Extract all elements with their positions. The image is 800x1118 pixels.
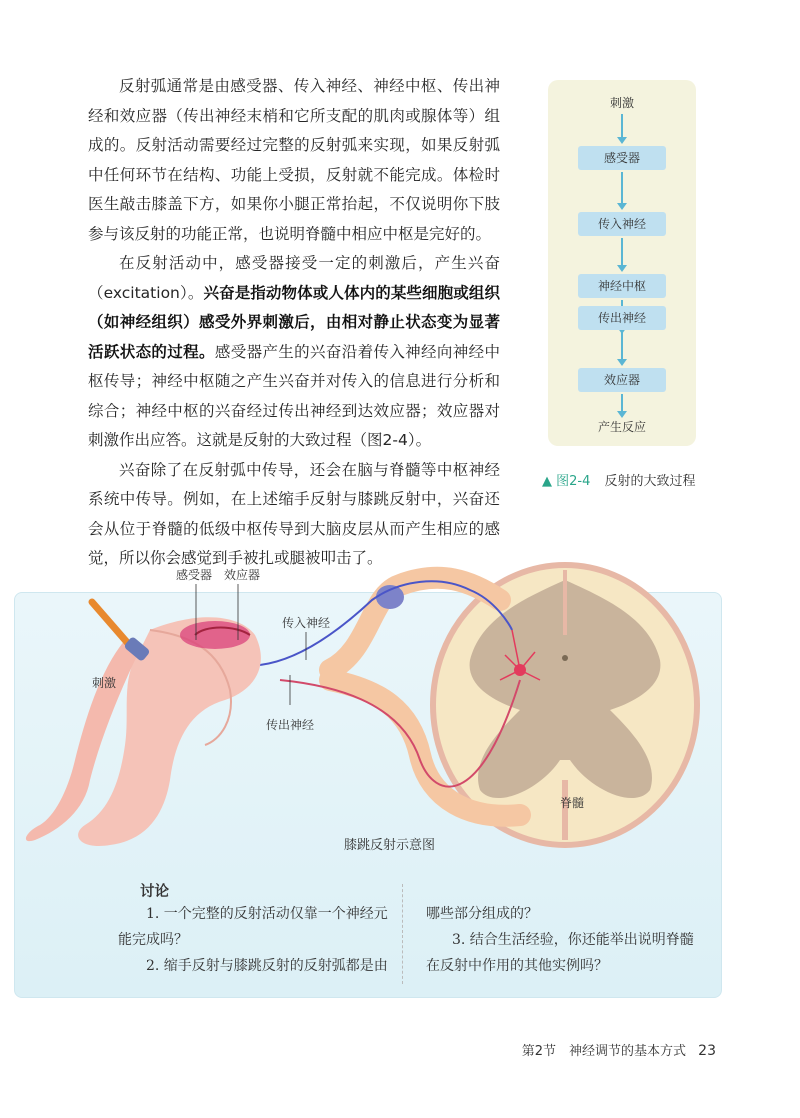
flow-box-receptor: 感受器 bbox=[578, 146, 666, 170]
paragraph-excitation bbox=[88, 249, 500, 456]
excitation-process: 感受器产生的兴奋沿着传入神经向神经中枢传导；神经中枢随之产生兴奋并对传入的信息进行分析和综合；神经中枢的兴奋经过传出神经到达效应器；效应器对刺激作出应答。这就是反射的大致过程（图2-4）。 bbox=[88, 342, 500, 449]
flow-arrow-icon bbox=[621, 172, 623, 204]
flow-arrow-icon bbox=[621, 332, 623, 360]
label-receptor: 感受器 bbox=[176, 568, 213, 582]
figure-caption bbox=[542, 470, 696, 489]
question-1-line1: 1. 一个完整的反射活动仅靠一个神经元 bbox=[146, 906, 388, 922]
caption-triangle-icon: ▲ bbox=[542, 474, 552, 489]
label-afferent: 传入神经 bbox=[282, 616, 331, 630]
page-footer bbox=[522, 1040, 716, 1059]
label-efferent: 传出神经 bbox=[266, 718, 315, 732]
flow-response: 产生反应 bbox=[597, 420, 646, 434]
illustration-title: 膝跳反射示意图 bbox=[344, 838, 436, 853]
excitation-definition: 兴奋是指动物体或人体内的某些细胞或组织（如神经组织）感受外界刺激后，由相对静止状态变为显著活跃状态的过程。 bbox=[88, 283, 500, 361]
caption-number: 图2-4 bbox=[556, 474, 591, 489]
label-spinal-cord: 脊髓 bbox=[560, 796, 585, 810]
flow-arrow-icon bbox=[621, 114, 623, 138]
discussion-title: 讨论 bbox=[140, 884, 169, 900]
page-number: 23 bbox=[698, 1043, 716, 1059]
flow-box-center: 神经中枢 bbox=[578, 274, 666, 298]
flow-box-afferent: 传入神经 bbox=[578, 212, 666, 236]
caption-text: 反射的大致过程 bbox=[604, 474, 696, 489]
flow-box-effector: 效应器 bbox=[578, 368, 666, 392]
reflex-flow-diagram bbox=[548, 80, 696, 446]
flow-arrow-icon bbox=[621, 394, 623, 412]
footer-section: 第2节 神经调节的基本方式 bbox=[521, 1044, 687, 1059]
question-2-line1: 2. 缩手反射与膝跳反射的反射弧都是由 bbox=[146, 958, 388, 974]
question-3-line1: 3. 结合生活经验，你还能举出说明脊髓 bbox=[452, 932, 694, 948]
flow-box-efferent: 传出神经 bbox=[578, 306, 666, 330]
flow-stimulus: 刺激 bbox=[609, 96, 634, 110]
flow-arrow-icon bbox=[621, 238, 623, 266]
paragraph-reflex-arc: 反射弧通常是由感受器、传入神经、神经中枢、传出神经和效应器（传出神经末梢和它所支配的肌肉或腺体等）组成的。反射活动需要经过完整的反射弧来实现，如果反射弧中任何环节在结构、功能上受损，反射就不能完成。体检时医生敲击膝盖下方，如果你小腿正常抬起，不仅说明你下肢参与该反射的功能正常，也说明脊髓中相应中枢是完好的。 bbox=[88, 77, 500, 243]
label-stimulus: 刺激 bbox=[92, 676, 117, 690]
question-1-line2: 能完成吗？ bbox=[118, 932, 188, 948]
question-2-line2: 哪些部分组成的？ bbox=[426, 906, 538, 922]
body-text bbox=[88, 72, 500, 574]
excitation-intro: 在反射活动中，感受器接受一定的刺激后，产生兴奋（excitation）。 bbox=[88, 254, 500, 302]
question-3-line2: 在反射中作用的其他实例吗？ bbox=[426, 958, 608, 974]
column-divider bbox=[402, 884, 403, 984]
knee-jerk-illustration bbox=[0, 540, 740, 870]
label-effector: 效应器 bbox=[224, 568, 261, 582]
paragraph-conduction: 兴奋除了在反射弧中传导，还会在脑与脊髓等中枢神经系统中传导。例如，在上述缩手反射与膝跳反射中，兴奋还会从位于脊髓的低级中枢传导到大脑皮层从而产生相应的感觉，所以你会感觉到手被扎或腿被叩击了。 bbox=[88, 460, 500, 567]
